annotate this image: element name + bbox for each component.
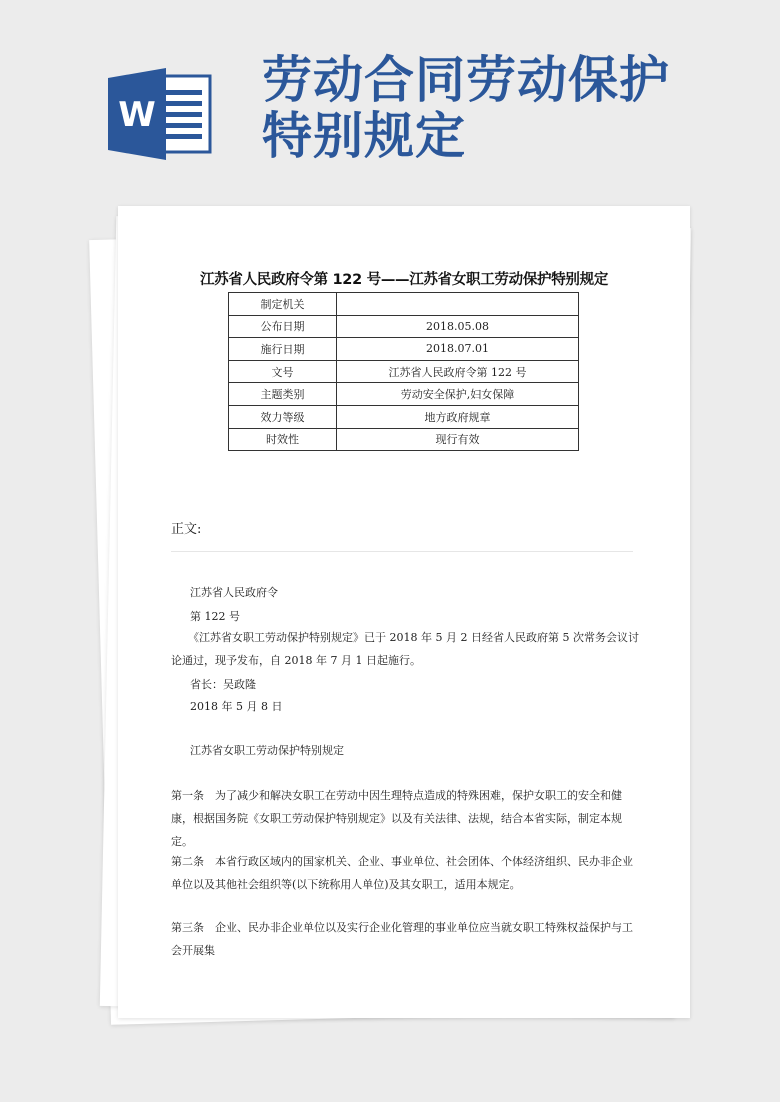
word-document-icon <box>108 68 214 160</box>
sign-date: 2018 年 5 月 8 日 <box>190 700 283 713</box>
metadata-row <box>229 428 579 451</box>
metadata-value: 2018.07.01 <box>337 338 579 361</box>
metadata-key: 主题类别 <box>229 383 337 406</box>
banner-title <box>262 52 670 164</box>
regulation-title: 江苏省女职工劳动保护特别规定 <box>190 744 344 757</box>
metadata-key: 施行日期 <box>229 338 337 361</box>
metadata-value: 现行有效 <box>337 428 579 451</box>
document-page <box>118 206 690 1018</box>
metadata-key: 公布日期 <box>229 315 337 338</box>
metadata-row <box>229 383 579 406</box>
metadata-key: 时效性 <box>229 428 337 451</box>
decree-issuer: 江苏省人民政府令 <box>190 586 278 599</box>
article-2: 第二条 本省行政区域内的国家机关、企业、事业单位、社会团体、个体经济组织、民办非企业单位以及其他社会组织等(以下统称用人单位)及其女职工，适用本规定。 <box>171 855 633 891</box>
metadata-value <box>337 293 579 316</box>
divider <box>171 551 633 552</box>
metadata-row <box>229 315 579 338</box>
banner-title-line1: 劳动合同劳动保护 <box>262 51 670 109</box>
metadata-row <box>229 293 579 316</box>
metadata-row <box>229 405 579 428</box>
word-logo-letter: W <box>118 95 156 135</box>
banner-title-line2: 特别规定 <box>262 107 466 165</box>
decree-number: 第 122 号 <box>190 610 240 623</box>
metadata-value: 劳动安全保护,妇女保障 <box>337 383 579 406</box>
metadata-key: 效力等级 <box>229 405 337 428</box>
metadata-row <box>229 360 579 383</box>
document-title: 江苏省人民政府令第 122 号——江苏省女职工劳动保护特别规定 <box>199 272 609 288</box>
metadata-value: 江苏省人民政府令第 122 号 <box>337 360 579 383</box>
body-label: 正文: <box>171 522 202 537</box>
signature: 省长：吴政隆 <box>190 678 256 691</box>
metadata-key: 文号 <box>229 360 337 383</box>
article-3: 第三条 企业、民办非企业单位以及实行企业化管理的事业单位应当就女职工特殊权益保护与工会开展集 <box>171 921 633 957</box>
article-1: 第一条 为了减少和解决女职工在劳动中因生理特点造成的特殊困难，保护女职工的安全和健康，根据国务院《女职工劳动保护特别规定》以及有关法律、法规，结合本省实际，制定本规定。 <box>171 789 622 848</box>
metadata-table <box>228 292 579 451</box>
metadata-value: 地方政府规章 <box>337 405 579 428</box>
metadata-row <box>229 338 579 361</box>
metadata-key: 制定机关 <box>229 293 337 316</box>
promulgation-text: 《江苏省女职工劳动保护特别规定》已于 2018 年 5 月 2 日经省人民政府第 5 次常务会议讨论通过，现予发布，自 2018 年 7 月 1 日起施行。 <box>171 631 639 667</box>
metadata-value: 2018.05.08 <box>337 315 579 338</box>
